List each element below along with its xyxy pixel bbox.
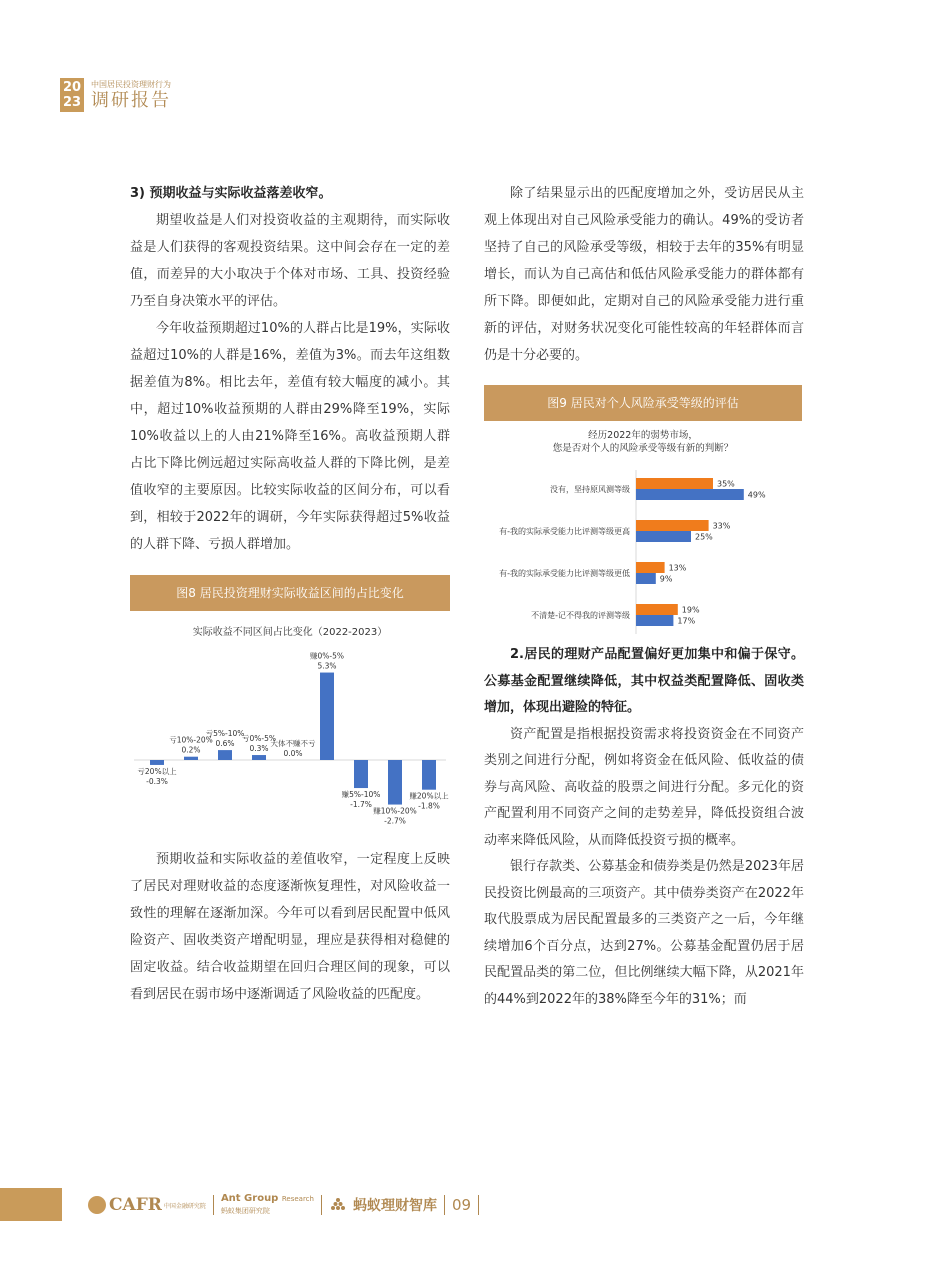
ant-icon: [329, 1198, 349, 1212]
bar: [184, 757, 198, 760]
bar: [636, 573, 656, 584]
bar: [636, 478, 713, 489]
paragraph: 资产配置是指根据投资需求将投资资金在不同资产类别之间进行分配，例如将资金在低风险、低收益的债券与高风险、高收益的股票之间进行分配。多元化的资产配置利用不同资产之间的走势差异，降低投资组合波动率来降低风险，从而降低投资亏损的概率。: [484, 726, 804, 848]
category-label: 亏5%-10%: [205, 729, 245, 739]
data-label: -1.7%: [350, 800, 372, 810]
bar: [252, 755, 266, 760]
paragraph: 期望收益是人们对投资收益的主观期待，而实际收益是人们获得的客观投资结果。这中间会存在一定的差值，而差异的大小取决于个体对市场、工具、投资经验乃至自身决策水平的评估。: [130, 213, 450, 309]
divider: [444, 1195, 445, 1215]
bar: [636, 520, 709, 531]
paragraph: 除了结果显示出的匹配度增加之外，受访居民从主观上体现出对自己风险承受能力的确认。49%的受访者坚持了自己的风险承受等级，相较于去年的35%有明显增长，而认为自己高估和低估风险承受能力的群体都有所下降。即便如此，定期对自己的风险承受能力进行重新的评估，对财务状况变化可能性较高的年轻群体而言仍是十分必要的。: [484, 186, 804, 363]
data-label: -1.8%: [418, 801, 440, 811]
sun-icon: [88, 1196, 106, 1214]
year-top: 20: [62, 80, 82, 95]
year-bottom: 23: [62, 95, 82, 110]
bar: [422, 760, 436, 790]
ant-wealth-text: 蚂蚁理财智库: [352, 1198, 437, 1214]
data-label: 9%: [659, 574, 673, 584]
data-label: -2.7%: [384, 816, 406, 826]
data-label: 0.0%: [283, 749, 303, 758]
category-label: 亏10%-20%: [169, 735, 213, 745]
data-label: 13%: [668, 563, 687, 573]
category-label: 亏20%以上: [137, 766, 177, 776]
right-column-top: [484, 180, 804, 369]
category-label: 赚0%-5%: [309, 651, 345, 661]
ant-wealth-logo: [329, 1195, 437, 1215]
data-label: 25%: [695, 532, 713, 542]
data-label: 5.3%: [317, 661, 337, 671]
bar: [636, 531, 691, 542]
cafr-logo-small: 中国金融研究院: [163, 1202, 206, 1210]
cafr-logo: [88, 1195, 206, 1215]
chart-title: 经历2022年的弱势市场， 您是否对个人的风险承受等级有新的判断？: [552, 430, 734, 454]
bar: [320, 673, 334, 760]
data-label: 33%: [712, 521, 731, 531]
bar: [388, 760, 402, 805]
report-header: [60, 78, 171, 112]
paragraph: 银行存款类、公募基金和债券类是仍然是2023年居民投资比例最高的三项资产。其中债券类资产在2022年取代股票成为居民配置最多的三类资产之一后，今年继续增加6个百分点，达到27%。公募基金配置仍居于居民配置品类的第二位，但比例继续大幅下降，从2021年的44%到2022年的38%降至今年的31%；而: [484, 859, 804, 1007]
data-label: 17%: [677, 616, 696, 626]
data-label: -0.3%: [146, 776, 168, 786]
paragraph: 今年收益预期超过10%的人群占比是19%，实际收益超过10%的人群是16%，差值为3%。而去年这组数据差值为8%。相比去年，差值有较大幅度的减小。其中，超过10%收益预期的人群由29%降至19%，实际10%收益以上的人由21%降至16%。高收益预期人群占比下降比例远超过实际高收益人群的下降比例，是差值收窄的主要原因。比较实际收益的区间分布，可以看到，相较于2022年的调研，今年实际获得超过5%收益的人群下降、亏损人群增加。: [130, 321, 450, 552]
bar: [636, 489, 744, 500]
data-label: 0.2%: [181, 745, 201, 755]
divider: [321, 1195, 322, 1215]
category-label: 赚10%-20%: [373, 806, 417, 816]
research-text: Research: [281, 1195, 314, 1203]
bar: [636, 615, 673, 626]
footer-logos: [88, 1193, 486, 1217]
footer-accent-bar: [0, 1188, 62, 1221]
bar: [218, 750, 232, 760]
risk-tolerance-chart: [484, 468, 810, 638]
year-badge: [60, 78, 84, 112]
section-heading: 2.居民的理财产品配置偏好更加集中和偏于保守。公募基金配置继续降低，其中权益类配置降低、固收类增加，体现出避险的特征。: [484, 647, 804, 715]
ant-research-cn-text: 蚂蚁集团研究院: [220, 1207, 270, 1215]
figure-9-banner: 图9 居民对个人风险承受等级的评估: [484, 385, 802, 421]
ant-group-research-logo: [221, 1193, 314, 1217]
cafr-logo-text: CAFR: [109, 1195, 162, 1215]
bar: [636, 604, 678, 615]
divider: [478, 1195, 479, 1215]
divider: [213, 1195, 214, 1215]
section-heading: 3) 预期收益与实际收益落差收窄。: [130, 186, 332, 201]
category-label: 有-我的实际承受能力比评测等级更低: [499, 569, 630, 578]
data-label: 19%: [681, 605, 700, 615]
category-label: 赚5%-10%: [341, 790, 381, 800]
data-label: 0.3%: [249, 744, 269, 754]
category-label: 有-我的实际承受能力比评测等级更高: [499, 527, 630, 536]
page-number: 09: [451, 1196, 472, 1214]
returns-change-chart: [130, 640, 450, 830]
chart-title: 实际收益不同区间占比变化（2022-2023）: [192, 627, 388, 638]
right-column-bottom: [484, 642, 804, 1013]
category-label: 没有，坚持原风测等级: [550, 485, 630, 494]
data-label: 49%: [747, 490, 766, 500]
category-label: 亏0%-5%: [241, 734, 277, 744]
bar: [150, 760, 164, 765]
paragraph: 预期收益和实际收益的差值收窄，一定程度上反映了居民对理财收益的态度逐渐恢复理性，对风险收益一致性的理解在逐渐加深。今年可以看到居民配置中低风险资产、固收类资产增配明显，理应是获得相对稳健的固定收益。结合收益期望在回归合理区间的现象，可以看到居民在弱市场中逐渐调适了风险收益的匹配度。: [130, 852, 450, 1002]
figure-8-banner: 图8 居民投资理财实际收益区间的占比变化: [130, 575, 450, 611]
category-label: 赚20%以上: [409, 791, 449, 801]
category-label: 不清楚-记不得我的评测等级: [531, 611, 630, 620]
data-label: 0.6%: [215, 739, 235, 749]
report-subtitle: 中国居民投资理财行为: [91, 79, 171, 89]
bar: [354, 760, 368, 788]
category-label: 大体不赚不亏: [270, 739, 316, 748]
bar: [636, 562, 665, 573]
left-column-bottom: [130, 846, 450, 1008]
left-column-top: [130, 180, 450, 558]
data-label: 35%: [717, 479, 735, 489]
ant-group-text: Ant Group: [220, 1193, 279, 1204]
report-title: 调研报告: [91, 89, 171, 111]
